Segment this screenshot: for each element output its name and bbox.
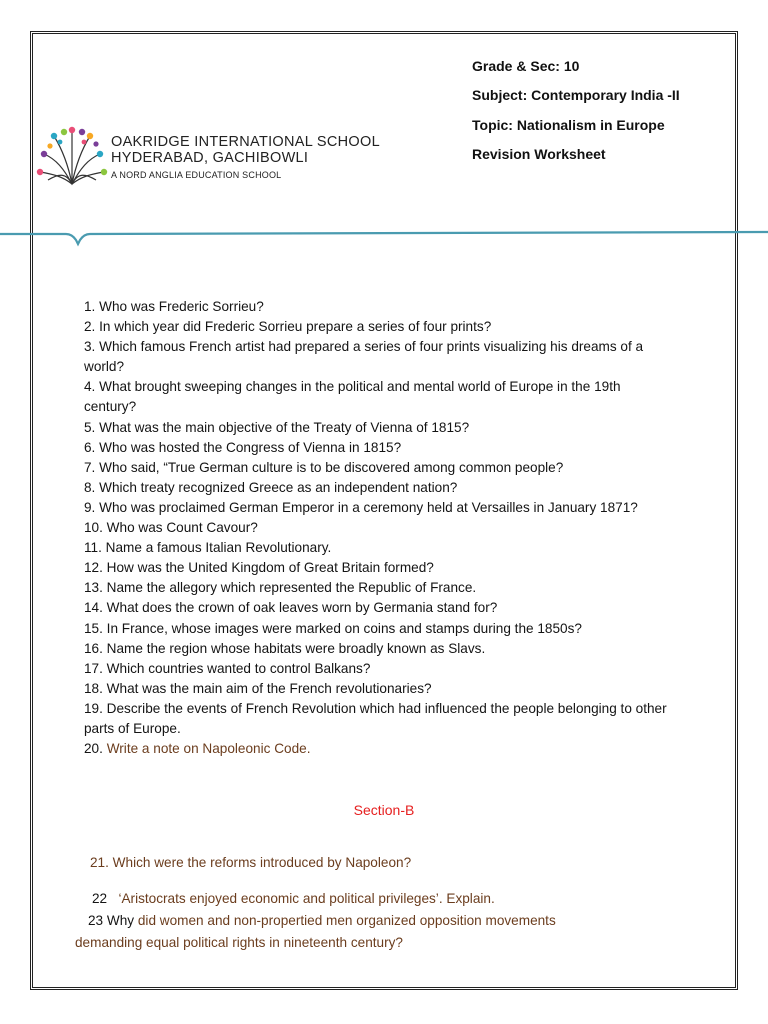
school-name-line1: OAKRIDGE INTERNATIONAL SCHOOL xyxy=(111,134,380,150)
question-5: 5. What was the main objective of the Treaty of Vienna of 1815? xyxy=(84,419,470,435)
question-4: 4. What brought sweeping changes in the political and mental world of Europe in the 19th century? xyxy=(84,379,621,415)
question-21: 21. Which were the reforms introduced by Napoleon? xyxy=(90,855,412,870)
topic: Topic: Nationalism in Europe xyxy=(472,116,665,133)
school-tagline: A NORD ANGLIA EDUCATION SCHOOL xyxy=(111,170,282,180)
question-20-text: Write a note on Napoleonic Code. xyxy=(106,741,311,757)
question-6: 6. Who was hosted the Congress of Vienna in 1815? xyxy=(84,439,402,455)
question-23-number: 23 Why xyxy=(88,913,135,928)
school-logo-icon xyxy=(34,124,110,190)
question-3: 3. Which famous French artist had prepared a series of four prints visualizing his dreams of a world? xyxy=(84,339,644,375)
question-19: 19. Describe the events of French Revolution which had influenced the people belonging to other parts of Europe. xyxy=(84,700,667,736)
question-9: 9. Who was proclaimed German Emperor in a ceremony held at Versailles in January 1871? xyxy=(84,499,638,515)
question-12: 12. How was the United Kingdom of Great Britain formed? xyxy=(84,560,434,576)
question-23-line2: demanding equal political rights in nineteenth century? xyxy=(75,935,403,950)
question-18: 18. What was the main aim of the French revolutionaries? xyxy=(84,680,432,696)
school-name-line2: HYDERABAD, GACHIBOWLI xyxy=(111,150,309,166)
school-name-block xyxy=(111,134,380,180)
worksheet-title: Revision Worksheet xyxy=(472,145,606,162)
question-15: 15. In France, whose images were marked on coins and stamps during the 1850s? xyxy=(84,620,582,636)
question-10: 10. Who was Count Cavour? xyxy=(84,520,258,536)
question-13: 13. Name the allegory which represented the Republic of France. xyxy=(84,580,477,596)
header-divider xyxy=(0,222,768,252)
question-23-line1 xyxy=(88,911,556,931)
subject: Subject: Contemporary India -II xyxy=(472,87,680,104)
question-8: 8. Which treaty recognized Greece as an independent nation? xyxy=(84,479,458,495)
question-7: 7. Who said, “True German culture is to be discovered among common people? xyxy=(84,459,564,475)
question-11: 11. Name a famous Italian Revolutionary. xyxy=(84,540,332,556)
question-16: 16. Name the region whose habitats were broadly known as Slavs. xyxy=(84,640,486,656)
question-20 xyxy=(84,739,674,759)
question-2: 2. In which year did Frederic Sorrieu prepare a series of four prints? xyxy=(84,319,492,335)
grade-section: Grade & Sec: 10 xyxy=(472,58,580,74)
question-20-number: 20. xyxy=(84,741,107,757)
question-22-text: ‘Aristocrats enjoyed economic and political privileges’. Explain. xyxy=(118,891,495,906)
worksheet-meta xyxy=(472,58,680,175)
section-b-heading: Section-B xyxy=(353,802,415,818)
question-1: 1. Who was Frederic Sorrieu? xyxy=(84,299,264,314)
question-23-text1: did women and non-propertied men organized opposition movements xyxy=(137,913,556,928)
question-17: 17. Which countries wanted to control Balkans? xyxy=(84,660,371,676)
question-list xyxy=(84,297,674,759)
question-22-number: 22 xyxy=(92,891,108,906)
question-22 xyxy=(92,889,495,909)
question-14: 14. What does the crown of oak leaves worn by Germania stand for? xyxy=(84,600,498,616)
